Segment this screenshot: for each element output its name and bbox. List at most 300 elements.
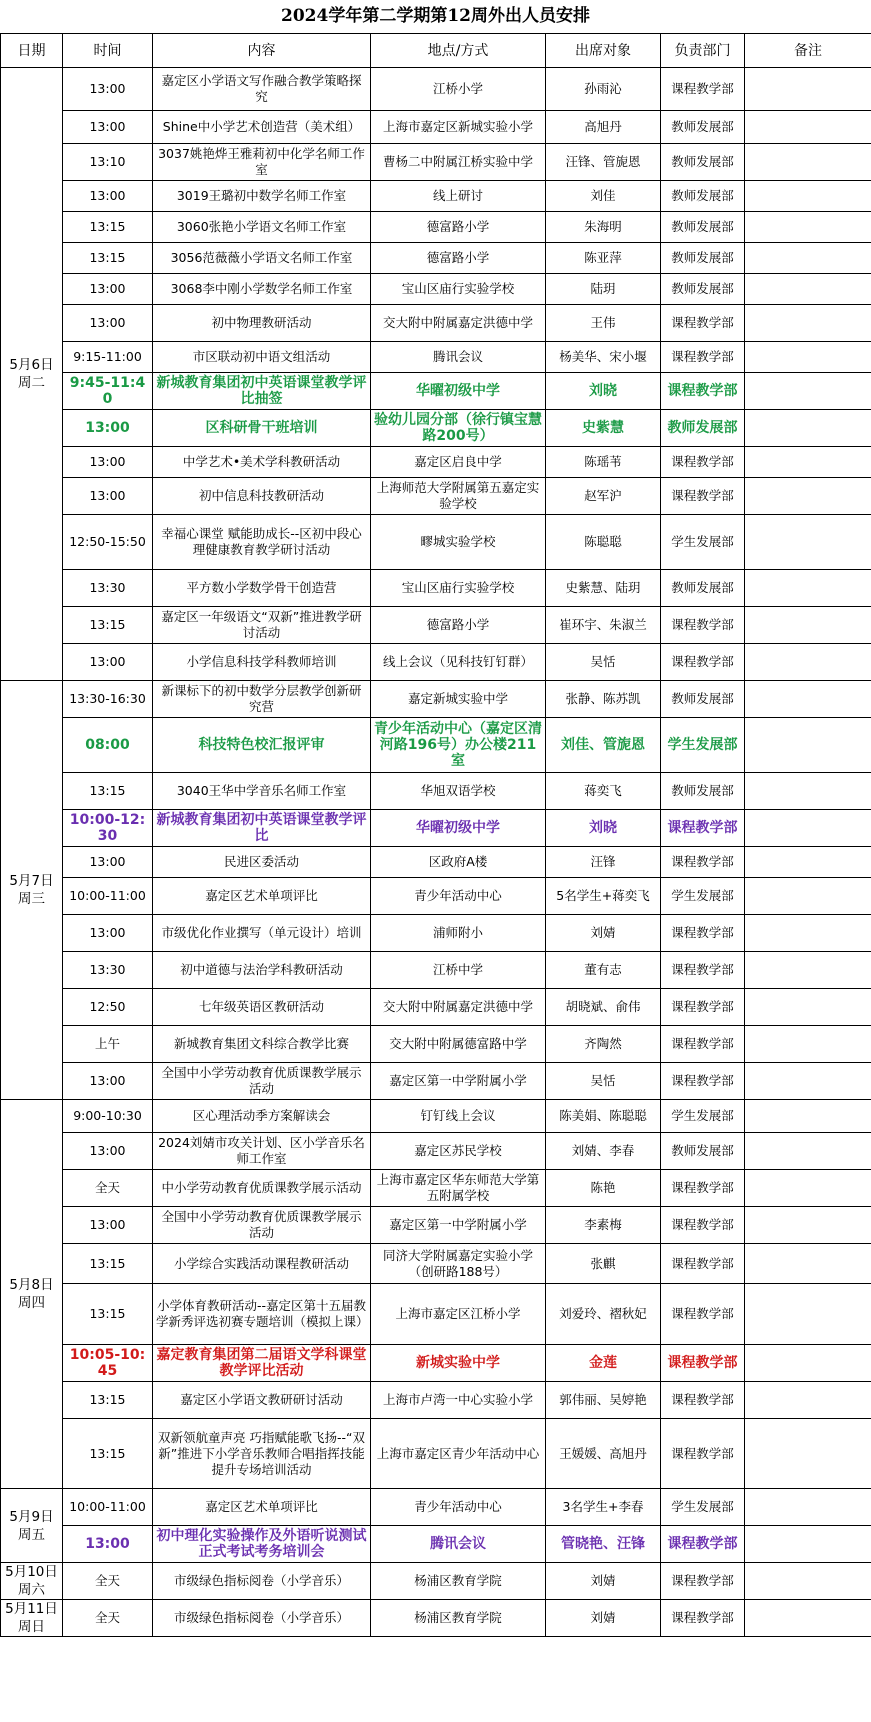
cell-dept: 课程教学部 bbox=[661, 1382, 745, 1419]
cell-location: 青少年活动中心 bbox=[371, 1489, 546, 1526]
cell-content: 新课标下的初中数学分层教学创新研究营 bbox=[153, 681, 371, 718]
cell-attendee: 金莲 bbox=[546, 1345, 661, 1382]
table-row bbox=[1, 410, 871, 447]
cell-content: 市区联动初中语文组活动 bbox=[153, 342, 371, 373]
header-location: 地点/方式 bbox=[371, 34, 546, 68]
table-row bbox=[1, 1600, 871, 1637]
cell-time: 13:15 bbox=[63, 212, 153, 243]
cell-time: 13:00 bbox=[63, 847, 153, 878]
table-row bbox=[1, 68, 871, 111]
weekday-label: 周二 bbox=[18, 375, 45, 391]
cell-dept: 教师发展部 bbox=[661, 243, 745, 274]
cell-attendee: 齐陶然 bbox=[546, 1026, 661, 1063]
cell-content: 初中信息科技教研活动 bbox=[153, 478, 371, 515]
cell-content: 小学信息科技学科教师培训 bbox=[153, 644, 371, 681]
cell-date bbox=[1, 681, 63, 1100]
header-note: 备注 bbox=[745, 34, 871, 68]
cell-time: 13:30 bbox=[63, 952, 153, 989]
table-row bbox=[1, 952, 871, 989]
cell-attendee: 杨美华、宋小堰 bbox=[546, 342, 661, 373]
cell-location: 线上会议（见科技钉钉群） bbox=[371, 644, 546, 681]
cell-content: 初中道德与法治学科教研活动 bbox=[153, 952, 371, 989]
weekday-label: 周日 bbox=[18, 1619, 45, 1635]
cell-dept: 课程教学部 bbox=[661, 1526, 745, 1563]
cell-attendee: 朱海明 bbox=[546, 212, 661, 243]
cell-time: 13:00 bbox=[63, 1063, 153, 1100]
cell-note bbox=[745, 915, 871, 952]
cell-location: 上海市卢湾一中心实验小学 bbox=[371, 1382, 546, 1419]
cell-time: 13:15 bbox=[63, 1244, 153, 1284]
cell-time: 10:00-11:00 bbox=[63, 1489, 153, 1526]
table-row bbox=[1, 989, 871, 1026]
cell-location: 验幼儿园分部（徐行镇宝慧路200号） bbox=[371, 410, 546, 447]
cell-location: 新城实验中学 bbox=[371, 1345, 546, 1382]
table-row bbox=[1, 342, 871, 373]
cell-note bbox=[745, 878, 871, 915]
cell-attendee: 吴恬 bbox=[546, 1063, 661, 1100]
header-row bbox=[1, 34, 871, 68]
cell-location: 腾讯会议 bbox=[371, 342, 546, 373]
table-row bbox=[1, 305, 871, 342]
cell-time: 13:10 bbox=[63, 144, 153, 181]
cell-attendee: 刘佳、管旎恩 bbox=[546, 718, 661, 773]
cell-note bbox=[745, 410, 871, 447]
cell-note bbox=[745, 274, 871, 305]
date-label: 5月10日 bbox=[5, 1564, 58, 1580]
cell-attendee: 刘婧、李春 bbox=[546, 1133, 661, 1170]
cell-dept: 教师发展部 bbox=[661, 111, 745, 144]
cell-time: 13:00 bbox=[63, 410, 153, 447]
cell-dept: 课程教学部 bbox=[661, 1063, 745, 1100]
cell-note bbox=[745, 212, 871, 243]
cell-note bbox=[745, 718, 871, 773]
cell-time: 上午 bbox=[63, 1026, 153, 1063]
cell-dept: 课程教学部 bbox=[661, 1284, 745, 1345]
cell-location: 腾讯会议 bbox=[371, 1526, 546, 1563]
cell-attendee: 刘婧 bbox=[546, 915, 661, 952]
cell-note bbox=[745, 773, 871, 810]
cell-dept: 课程教学部 bbox=[661, 342, 745, 373]
cell-location: 线上研讨 bbox=[371, 181, 546, 212]
cell-location: 嘉定区启良中学 bbox=[371, 447, 546, 478]
cell-note bbox=[745, 810, 871, 847]
cell-note bbox=[745, 952, 871, 989]
cell-attendee: 刘佳 bbox=[546, 181, 661, 212]
cell-note bbox=[745, 1382, 871, 1419]
cell-dept: 课程教学部 bbox=[661, 915, 745, 952]
cell-time: 12:50 bbox=[63, 989, 153, 1026]
table-row bbox=[1, 447, 871, 478]
table-row bbox=[1, 1170, 871, 1207]
cell-time: 13:00 bbox=[63, 181, 153, 212]
cell-content: 嘉定区一年级语文“双新”推进教学研讨活动 bbox=[153, 607, 371, 644]
cell-note bbox=[745, 1063, 871, 1100]
cell-location: 德富路小学 bbox=[371, 607, 546, 644]
cell-location: 宝山区庙行实验学校 bbox=[371, 570, 546, 607]
cell-content: 新城教育集团文科综合教学比赛 bbox=[153, 1026, 371, 1063]
cell-time: 13:00 bbox=[63, 1133, 153, 1170]
cell-location: 宝山区庙行实验学校 bbox=[371, 274, 546, 305]
cell-content: 嘉定教育集团第二届语文学科课堂教学评比活动 bbox=[153, 1345, 371, 1382]
cell-content: 市级优化作业撰写（单元设计）培训 bbox=[153, 915, 371, 952]
cell-content: 初中理化实验操作及外语听说测试正式考试考务培训会 bbox=[153, 1526, 371, 1563]
table-row bbox=[1, 773, 871, 810]
cell-location: 交大附中附属嘉定洪德中学 bbox=[371, 305, 546, 342]
cell-attendee: 张麒 bbox=[546, 1244, 661, 1284]
weekday-label: 周四 bbox=[18, 1295, 45, 1311]
cell-dept: 课程教学部 bbox=[661, 1345, 745, 1382]
cell-content: 中小学劳动教育优质课教学展示活动 bbox=[153, 1170, 371, 1207]
cell-location: 上海市嘉定区华东师范大学第五附属学校 bbox=[371, 1170, 546, 1207]
cell-attendee: 董有志 bbox=[546, 952, 661, 989]
cell-location: 青少年活动中心（嘉定区清河路196号）办公楼211室 bbox=[371, 718, 546, 773]
cell-content: 市级绿色指标阅卷（小学音乐） bbox=[153, 1600, 371, 1637]
table-row bbox=[1, 243, 871, 274]
cell-location: 青少年活动中心 bbox=[371, 878, 546, 915]
table-row bbox=[1, 1563, 871, 1600]
table-row bbox=[1, 915, 871, 952]
cell-location: 华曜初级中学 bbox=[371, 810, 546, 847]
cell-note bbox=[745, 144, 871, 181]
cell-attendee: 李素梅 bbox=[546, 1207, 661, 1244]
table-row bbox=[1, 1382, 871, 1419]
cell-content: 嘉定区小学语文写作融合教学策略探究 bbox=[153, 68, 371, 111]
cell-content: 幸福心课堂 赋能助成长--区初中段心理健康教育教学研讨活动 bbox=[153, 515, 371, 570]
cell-note bbox=[745, 1100, 871, 1133]
table-row bbox=[1, 1526, 871, 1563]
cell-location: 江桥中学 bbox=[371, 952, 546, 989]
cell-attendee: 刘婧 bbox=[546, 1563, 661, 1600]
cell-content: 嘉定区小学语文教研研讨活动 bbox=[153, 1382, 371, 1419]
cell-location: 上海市嘉定区江桥小学 bbox=[371, 1284, 546, 1345]
cell-attendee: 崔环宇、朱淑兰 bbox=[546, 607, 661, 644]
cell-location: 嘉定区苏民学校 bbox=[371, 1133, 546, 1170]
cell-date bbox=[1, 1600, 63, 1637]
table-row bbox=[1, 1100, 871, 1133]
cell-location: 上海师范大学附属第五嘉定实验学校 bbox=[371, 478, 546, 515]
cell-note bbox=[745, 1419, 871, 1489]
cell-time: 13:30-16:30 bbox=[63, 681, 153, 718]
cell-dept: 学生发展部 bbox=[661, 1489, 745, 1526]
weekday-label: 周三 bbox=[18, 891, 45, 907]
cell-location: 同济大学附属嘉定实验小学（创研路188号） bbox=[371, 1244, 546, 1284]
table-row bbox=[1, 373, 871, 410]
table-row bbox=[1, 515, 871, 570]
cell-time: 全天 bbox=[63, 1600, 153, 1637]
cell-attendee: 史紫慧、陆玥 bbox=[546, 570, 661, 607]
cell-location: 华曜初级中学 bbox=[371, 373, 546, 410]
cell-time: 9:00-10:30 bbox=[63, 1100, 153, 1133]
cell-dept: 课程教学部 bbox=[661, 1026, 745, 1063]
cell-time: 10:00-11:00 bbox=[63, 878, 153, 915]
cell-dept: 课程教学部 bbox=[661, 447, 745, 478]
cell-content: 小学综合实践活动课程教研活动 bbox=[153, 1244, 371, 1284]
header-attendee: 出席对象 bbox=[546, 34, 661, 68]
cell-location: 交大附中附属嘉定洪德中学 bbox=[371, 989, 546, 1026]
cell-attendee: 高旭丹 bbox=[546, 111, 661, 144]
cell-time: 13:15 bbox=[63, 1284, 153, 1345]
cell-note bbox=[745, 681, 871, 718]
cell-note bbox=[745, 1026, 871, 1063]
cell-dept: 学生发展部 bbox=[661, 718, 745, 773]
cell-content: 市级绿色指标阅卷（小学音乐） bbox=[153, 1563, 371, 1600]
date-label: 5月9日 bbox=[9, 1508, 54, 1525]
cell-attendee: 蒋奕飞 bbox=[546, 773, 661, 810]
cell-time: 13:15 bbox=[63, 1419, 153, 1489]
cell-note bbox=[745, 607, 871, 644]
weekday-label: 周六 bbox=[18, 1582, 45, 1598]
cell-attendee: 吴恬 bbox=[546, 644, 661, 681]
cell-attendee: 管晓艳、汪锋 bbox=[546, 1526, 661, 1563]
table-row bbox=[1, 718, 871, 773]
cell-dept: 学生发展部 bbox=[661, 878, 745, 915]
cell-dept: 教师发展部 bbox=[661, 212, 745, 243]
table-row bbox=[1, 181, 871, 212]
cell-dept: 课程教学部 bbox=[661, 644, 745, 681]
cell-content: 3037姚艳烨王雅莉初中化学名师工作室 bbox=[153, 144, 371, 181]
cell-location: 华旭双语学校 bbox=[371, 773, 546, 810]
cell-location: 德富路小学 bbox=[371, 212, 546, 243]
cell-time: 13:00 bbox=[63, 1207, 153, 1244]
cell-dept: 课程教学部 bbox=[661, 373, 745, 410]
cell-attendee: 陈亚萍 bbox=[546, 243, 661, 274]
cell-time: 13:00 bbox=[63, 644, 153, 681]
cell-dept: 课程教学部 bbox=[661, 1170, 745, 1207]
cell-note bbox=[745, 1345, 871, 1382]
cell-note bbox=[745, 1170, 871, 1207]
table-row bbox=[1, 1489, 871, 1526]
cell-attendee: 刘晓 bbox=[546, 373, 661, 410]
cell-content: 全国中小学劳动教育优质课教学展示活动 bbox=[153, 1063, 371, 1100]
header-time: 时间 bbox=[63, 34, 153, 68]
cell-attendee: 王伟 bbox=[546, 305, 661, 342]
cell-attendee: 孙雨沁 bbox=[546, 68, 661, 111]
cell-dept: 课程教学部 bbox=[661, 847, 745, 878]
cell-dept: 课程教学部 bbox=[661, 1563, 745, 1600]
cell-content: 科技特色校汇报评审 bbox=[153, 718, 371, 773]
cell-dept: 课程教学部 bbox=[661, 607, 745, 644]
table-row bbox=[1, 478, 871, 515]
table-row bbox=[1, 1207, 871, 1244]
cell-note bbox=[745, 1526, 871, 1563]
table-row bbox=[1, 212, 871, 243]
cell-note bbox=[745, 1284, 871, 1345]
cell-note bbox=[745, 515, 871, 570]
cell-dept: 课程教学部 bbox=[661, 305, 745, 342]
table-row bbox=[1, 1063, 871, 1100]
cell-time: 13:00 bbox=[63, 305, 153, 342]
cell-note bbox=[745, 1563, 871, 1600]
table-row bbox=[1, 1244, 871, 1284]
cell-note bbox=[745, 342, 871, 373]
cell-time: 全天 bbox=[63, 1170, 153, 1207]
cell-time: 全天 bbox=[63, 1563, 153, 1600]
cell-note bbox=[745, 305, 871, 342]
cell-note bbox=[745, 570, 871, 607]
cell-dept: 课程教学部 bbox=[661, 952, 745, 989]
cell-time: 13:00 bbox=[63, 447, 153, 478]
cell-content: 全国中小学劳动教育优质课教学展示活动 bbox=[153, 1207, 371, 1244]
cell-attendee: 胡晓斌、俞伟 bbox=[546, 989, 661, 1026]
cell-note bbox=[745, 1133, 871, 1170]
cell-attendee: 陈聪聪 bbox=[546, 515, 661, 570]
table-row bbox=[1, 1345, 871, 1382]
cell-location: 杨浦区教育学院 bbox=[371, 1563, 546, 1600]
table-row bbox=[1, 607, 871, 644]
cell-time: 10:05-10:45 bbox=[63, 1345, 153, 1382]
cell-content: 3056范薇薇小学语文名师工作室 bbox=[153, 243, 371, 274]
cell-content: 3060张艳小学语文名师工作室 bbox=[153, 212, 371, 243]
cell-content: 平方数小学数学骨干创造营 bbox=[153, 570, 371, 607]
cell-dept: 课程教学部 bbox=[661, 989, 745, 1026]
cell-date bbox=[1, 1100, 63, 1489]
cell-time: 13:00 bbox=[63, 68, 153, 111]
cell-attendee: 陆玥 bbox=[546, 274, 661, 305]
cell-time: 13:15 bbox=[63, 607, 153, 644]
weekday-label: 周五 bbox=[18, 1526, 45, 1543]
cell-dept: 教师发展部 bbox=[661, 410, 745, 447]
cell-attendee: 郭伟丽、吴婷艳 bbox=[546, 1382, 661, 1419]
cell-time: 13:15 bbox=[63, 1382, 153, 1419]
cell-attendee: 刘婧 bbox=[546, 1600, 661, 1637]
cell-note bbox=[745, 1244, 871, 1284]
cell-dept: 课程教学部 bbox=[661, 1207, 745, 1244]
cell-content: 区科研骨干班培训 bbox=[153, 410, 371, 447]
cell-dept: 课程教学部 bbox=[661, 68, 745, 111]
table-row bbox=[1, 644, 871, 681]
cell-location: 曹杨二中附属江桥实验中学 bbox=[371, 144, 546, 181]
cell-attendee: 3名学生+李春 bbox=[546, 1489, 661, 1526]
cell-dept: 学生发展部 bbox=[661, 1100, 745, 1133]
cell-dept: 课程教学部 bbox=[661, 1419, 745, 1489]
cell-time: 08:00 bbox=[63, 718, 153, 773]
table-row bbox=[1, 681, 871, 718]
cell-content: 七年级英语区教研活动 bbox=[153, 989, 371, 1026]
table-row bbox=[1, 1026, 871, 1063]
cell-dept: 教师发展部 bbox=[661, 1133, 745, 1170]
header-dept: 负责部门 bbox=[661, 34, 745, 68]
date-label: 5月8日 bbox=[9, 1277, 54, 1293]
cell-note bbox=[745, 243, 871, 274]
cell-note bbox=[745, 111, 871, 144]
cell-content: 新城教育集团初中英语课堂教学评比抽签 bbox=[153, 373, 371, 410]
cell-location: 杨浦区教育学院 bbox=[371, 1600, 546, 1637]
cell-dept: 教师发展部 bbox=[661, 181, 745, 212]
cell-location: 嘉定区第一中学附属小学 bbox=[371, 1063, 546, 1100]
header-content: 内容 bbox=[153, 34, 371, 68]
cell-time: 13:00 bbox=[63, 1526, 153, 1563]
cell-time: 13:00 bbox=[63, 274, 153, 305]
cell-attendee: 汪锋 bbox=[546, 847, 661, 878]
cell-content: 2024刘婧市攻关计划、区小学音乐名师工作室 bbox=[153, 1133, 371, 1170]
cell-content: 嘉定区艺术单项评比 bbox=[153, 878, 371, 915]
cell-content: 3068李中刚小学数学名师工作室 bbox=[153, 274, 371, 305]
cell-note bbox=[745, 644, 871, 681]
cell-dept: 课程教学部 bbox=[661, 810, 745, 847]
cell-location: 区政府A楼 bbox=[371, 847, 546, 878]
cell-dept: 教师发展部 bbox=[661, 274, 745, 305]
cell-note bbox=[745, 447, 871, 478]
cell-dept: 教师发展部 bbox=[661, 773, 745, 810]
cell-location: 上海市嘉定区新城实验小学 bbox=[371, 111, 546, 144]
cell-location: 交大附中附属德富路中学 bbox=[371, 1026, 546, 1063]
cell-date bbox=[1, 1489, 63, 1563]
cell-note bbox=[745, 181, 871, 212]
table-row bbox=[1, 1133, 871, 1170]
schedule-body bbox=[1, 68, 871, 1637]
cell-time: 9:45-11:40 bbox=[63, 373, 153, 410]
cell-content: 嘉定区艺术单项评比 bbox=[153, 1489, 371, 1526]
table-row bbox=[1, 878, 871, 915]
schedule-table bbox=[0, 33, 871, 1637]
cell-content: 新城教育集团初中英语课堂教学评比 bbox=[153, 810, 371, 847]
cell-attendee: 赵军沪 bbox=[546, 478, 661, 515]
cell-dept: 教师发展部 bbox=[661, 570, 745, 607]
cell-dept: 教师发展部 bbox=[661, 144, 745, 181]
cell-content: 民进区委活动 bbox=[153, 847, 371, 878]
cell-attendee: 陈美娟、陈聪聪 bbox=[546, 1100, 661, 1133]
cell-note bbox=[745, 989, 871, 1026]
cell-note bbox=[745, 1600, 871, 1637]
cell-dept: 教师发展部 bbox=[661, 681, 745, 718]
cell-content: 双新领航童声亮 巧指赋能歌飞扬--“双新”推进下小学音乐教师合唱指挥技能提升专场培训活动 bbox=[153, 1419, 371, 1489]
cell-date bbox=[1, 68, 63, 681]
cell-content: 小学体育教研活动--嘉定区第十五届教学新秀评选初赛专题培训（模拟上课） bbox=[153, 1284, 371, 1345]
table-row bbox=[1, 274, 871, 305]
cell-time: 13:00 bbox=[63, 478, 153, 515]
cell-location: 嘉定新城实验中学 bbox=[371, 681, 546, 718]
cell-content: 区心理活动季方案解读会 bbox=[153, 1100, 371, 1133]
cell-dept: 学生发展部 bbox=[661, 515, 745, 570]
cell-time: 10:00-12:30 bbox=[63, 810, 153, 847]
cell-attendee: 史紫慧 bbox=[546, 410, 661, 447]
cell-content: Shine中小学艺术创造营（美术组） bbox=[153, 111, 371, 144]
cell-attendee: 陈瑶苇 bbox=[546, 447, 661, 478]
cell-time: 13:00 bbox=[63, 111, 153, 144]
table-row bbox=[1, 111, 871, 144]
table-row bbox=[1, 570, 871, 607]
date-label: 5月6日 bbox=[9, 357, 54, 373]
cell-location: 德富路小学 bbox=[371, 243, 546, 274]
cell-dept: 课程教学部 bbox=[661, 1600, 745, 1637]
cell-time: 13:15 bbox=[63, 243, 153, 274]
cell-note bbox=[745, 1489, 871, 1526]
cell-attendee: 陈艳 bbox=[546, 1170, 661, 1207]
cell-note bbox=[745, 478, 871, 515]
cell-time: 13:00 bbox=[63, 915, 153, 952]
cell-time: 13:30 bbox=[63, 570, 153, 607]
cell-time: 12:50-15:50 bbox=[63, 515, 153, 570]
table-row bbox=[1, 1284, 871, 1345]
cell-content: 3019王璐初中数学名师工作室 bbox=[153, 181, 371, 212]
cell-date bbox=[1, 1563, 63, 1600]
date-label: 5月11日 bbox=[5, 1601, 58, 1617]
page-title: 2024学年第二学期第12周外出人员安排 bbox=[281, 6, 590, 26]
cell-attendee: 刘爱玲、褶秋妃 bbox=[546, 1284, 661, 1345]
cell-content: 中学艺术•美术学科教研活动 bbox=[153, 447, 371, 478]
cell-note bbox=[745, 373, 871, 410]
cell-note bbox=[745, 68, 871, 111]
cell-location: 上海市嘉定区青少年活动中心 bbox=[371, 1419, 546, 1489]
table-row bbox=[1, 144, 871, 181]
cell-time: 9:15-11:00 bbox=[63, 342, 153, 373]
table-row bbox=[1, 847, 871, 878]
cell-location: 嘉定区第一中学附属小学 bbox=[371, 1207, 546, 1244]
cell-attendee: 张静、陈苏凯 bbox=[546, 681, 661, 718]
cell-dept: 课程教学部 bbox=[661, 1244, 745, 1284]
cell-attendee: 刘晓 bbox=[546, 810, 661, 847]
date-label: 5月7日 bbox=[9, 873, 54, 889]
